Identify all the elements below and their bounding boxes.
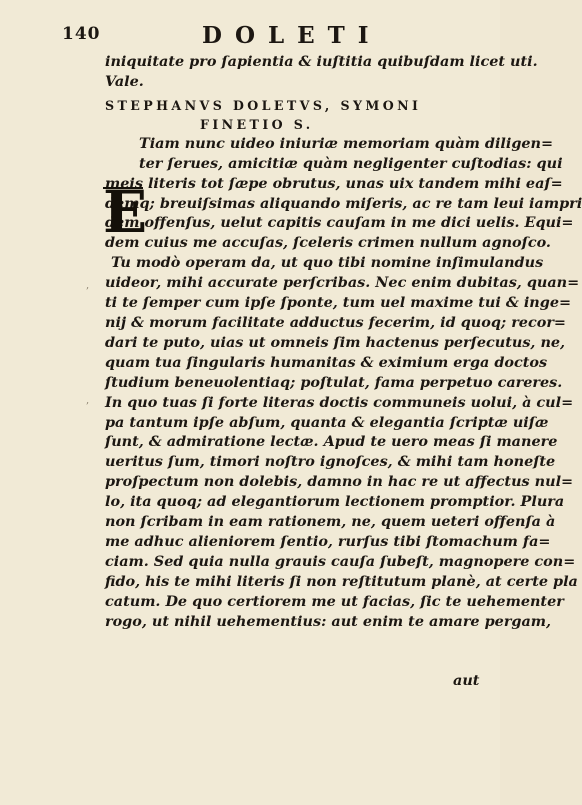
body-line: fido, his te mihi literis ſi non reſtitutum planè, at certe pla — [105, 572, 578, 590]
page-header — [62, 22, 472, 50]
catch-word: aut — [453, 672, 480, 689]
body-line: demq; breuiſsimas aliquando miſeris, ac re tam leui iampri — [105, 194, 582, 212]
letter-end-line: iniquitate pro ſapientia & iuſtitia quibuſdam licet uti. — [105, 53, 538, 70]
body-line: catum. De quo certiorem me ut facias, ſic te uehementer — [105, 592, 564, 610]
body-line: meis literis tot ſæpe obrutus, unas uix tandem mihi eaſ= — [105, 174, 563, 192]
margin-mark: , — [86, 395, 90, 406]
body-line: ter ſerues, amicitiæ quàm negligenter cuſtodias: qui — [139, 154, 563, 172]
body-line: ti te ſemper cum ipſe ſponte, tum uel maxime tui & inge= — [105, 294, 572, 312]
body-line: uideor, mihi accurate perſcribas. Nec enim dubitas, quan= — [105, 274, 580, 292]
body-line: ſunt, & admiratione lectæ. Apud te uero meas ſi manere — [105, 433, 558, 451]
body-line: Tiam nunc uideo iniuriæ memoriam quàm diligen= — [139, 134, 554, 152]
margin-mark: , — [86, 280, 90, 291]
drop-cap: E — [103, 178, 148, 246]
page-number: 140 — [62, 24, 101, 44]
body-line: ueritus ſum, timori noſtro ignoſces, & mihi tam honeſte — [105, 453, 556, 471]
body-line: dem offenſus, uelut capitis cauſam in me dici uelis. Equi= — [105, 214, 574, 232]
body-line: nij & morum facilitate adductus fecerim, id quoq; recor= — [105, 313, 566, 331]
body-line: dem cuius me accuſas, ſceleris crimen nullum agnoſco. — [105, 234, 551, 252]
body-line: In quo tuas ſi forte literas doctis communeis uolui, à cul= — [105, 393, 574, 411]
body-line: proſpectum non dolebis, damno in hac re ut affectus nul= — [105, 473, 574, 491]
body-line: dari te puto, uias ut omneis ſim hactenus perſecutus, ne, — [105, 333, 566, 351]
body-line: ſtudium beneuolentiaq; poſtulat, fama perpetuo careres. — [105, 373, 563, 391]
body-line: pa tantum ipſe abſum, quanta & elegantia ſcriptæ uiſæ — [105, 413, 549, 431]
running-head: DOLETI — [202, 22, 382, 49]
letter-end-line: Vale. — [105, 72, 144, 90]
text-block — [103, 52, 582, 631]
body-line: quam tua ſingularis humanitas & eximium erga doctos — [105, 353, 548, 371]
body-line: non ſcribam in eam rationem, ne, quem ueteri offenſa à — [105, 513, 556, 531]
body-line: ciam. Sed quia nulla grauis cauſa ſubeſt, magnopere con= — [105, 552, 576, 570]
letter-title-line: STEPHANVS DOLETVS, SYMONI — [105, 97, 422, 113]
letter-title-line: FINETIO S. — [200, 116, 314, 132]
body-line: me adhuc alieniorem ſentio, rurſus tibi ſtomachum fa= — [105, 532, 551, 550]
body-line: lo, ita quoq; ad elegantiorum lectionem promptior. Plura — [105, 493, 565, 511]
body-line: rogo, ut nihil uehementius: aut enim te amare pergam, — [105, 612, 552, 630]
body-line: Tu modò operam da, ut quo tibi nomine inſimulandus — [111, 254, 544, 272]
